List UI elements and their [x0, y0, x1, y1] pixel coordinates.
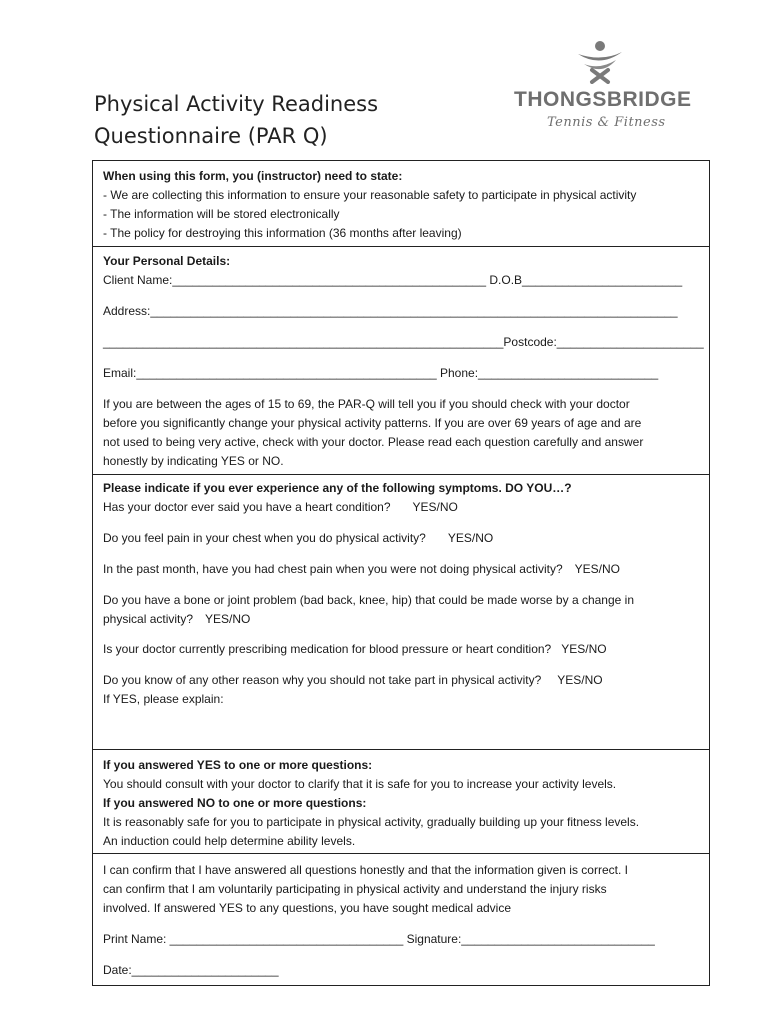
- yes-no-option[interactable]: YES/NO: [412, 500, 458, 514]
- divider: [93, 474, 709, 475]
- address-field[interactable]: Address:_______________________________________________________________________________: [103, 304, 678, 318]
- title-line-1: Physical Activity Readiness: [94, 92, 379, 116]
- logo-tagline: Tennis & Fitness: [547, 115, 666, 130]
- confirm-line: involved. If answered YES to any questions, you have sought medical advice: [103, 901, 512, 915]
- yes-heading: If you answered YES to one or more questions:: [103, 758, 373, 772]
- info-line: before you significantly change your physical activity patterns. If you are over 69 years of age and are: [103, 416, 642, 430]
- info-line: honestly by indicating YES or NO.: [103, 454, 284, 468]
- question-other-reason: [103, 671, 603, 689]
- divider: [93, 246, 709, 247]
- question-text: Do you know of any other reason why you should not take part in physical activity?: [103, 673, 542, 687]
- yes-no-option[interactable]: YES/NO: [205, 612, 251, 626]
- email-phone-field[interactable]: Email:_____________________________________________ Phone:___________________________: [103, 366, 659, 380]
- no-heading: If you answered NO to one or more questions:: [103, 796, 367, 810]
- question-heart-condition: [103, 498, 458, 516]
- questionnaire-form: [92, 160, 710, 986]
- question-chest-pain-rest: [103, 560, 620, 578]
- address-postcode-field[interactable]: ____________________________________________________________Postcode:______________________: [103, 335, 704, 349]
- date-field[interactable]: Date:______________________: [103, 963, 279, 977]
- question-medication: [103, 640, 607, 658]
- logo-name: THONGSBRIDGE: [514, 88, 692, 111]
- question-bone-joint-cont: [103, 610, 250, 628]
- confirm-line: can confirm that I am voluntarily participating in physical activity and understand the injury risks: [103, 882, 607, 896]
- yes-no-option[interactable]: YES/NO: [561, 642, 607, 656]
- info-line: not used to being very active, check with your doctor. Please read each question carefully and answer: [103, 435, 644, 449]
- no-text: It is reasonably safe for you to participate in physical activity, gradually building up your fitness levels.: [103, 815, 640, 829]
- print-name-signature-field[interactable]: Print Name: ___________________________________ Signature:_____________________________: [103, 932, 655, 946]
- divider: [93, 853, 709, 854]
- question-text: physical activity?: [103, 612, 194, 626]
- client-name-dob-field[interactable]: Client Name:_______________________________________________ D.O.B________________________: [103, 273, 683, 287]
- info-line: If you are between the ages of 15 to 69, the PAR-Q will tell you if you should check with your doctor: [103, 397, 630, 411]
- instructor-point: - We are collecting this information to ensure your reasonable safety to participate in physical activity: [103, 188, 637, 202]
- question-chest-pain-activity: [103, 529, 493, 547]
- question-text: In the past month, have you had chest pain when you were not doing physical activity?: [103, 562, 563, 576]
- figure-logo-icon: [570, 40, 630, 84]
- divider: [93, 749, 709, 750]
- confirm-line: I can confirm that I have answered all questions honestly and that the information given is correct. I: [103, 863, 628, 877]
- instructor-heading: When using this form, you (instructor) need to state:: [103, 169, 403, 183]
- yes-no-option[interactable]: YES/NO: [574, 562, 620, 576]
- yes-no-option[interactable]: YES/NO: [557, 673, 603, 687]
- no-text: An induction could help determine ability levels.: [103, 834, 356, 848]
- question-text: Do you feel pain in your chest when you do physical activity?: [103, 531, 426, 545]
- yes-no-option[interactable]: YES/NO: [447, 531, 494, 545]
- thongsbridge-logo: [510, 40, 710, 140]
- yes-text: You should consult with your doctor to clarify that it is safe for you to increase your activity levels.: [103, 777, 617, 791]
- explain-field[interactable]: If YES, please explain:: [103, 692, 224, 706]
- title-line-2: Questionnaire (PAR Q): [94, 124, 328, 148]
- symptoms-heading: Please indicate if you ever experience any of the following symptoms. DO YOU…?: [103, 481, 572, 495]
- instructor-point: - The policy for destroying this information (36 months after leaving): [103, 226, 462, 240]
- details-heading: Your Personal Details:: [103, 254, 231, 268]
- question-text: Has your doctor ever said you have a heart condition?: [103, 500, 391, 514]
- question-text: Is your doctor currently prescribing medication for blood pressure or heart condition?: [103, 642, 552, 656]
- instructor-point: - The information will be stored electronically: [103, 207, 340, 221]
- question-bone-joint: Do you have a bone or joint problem (bad back, knee, hip) that could be made worse by a change in: [103, 593, 634, 607]
- page-title: [94, 88, 378, 152]
